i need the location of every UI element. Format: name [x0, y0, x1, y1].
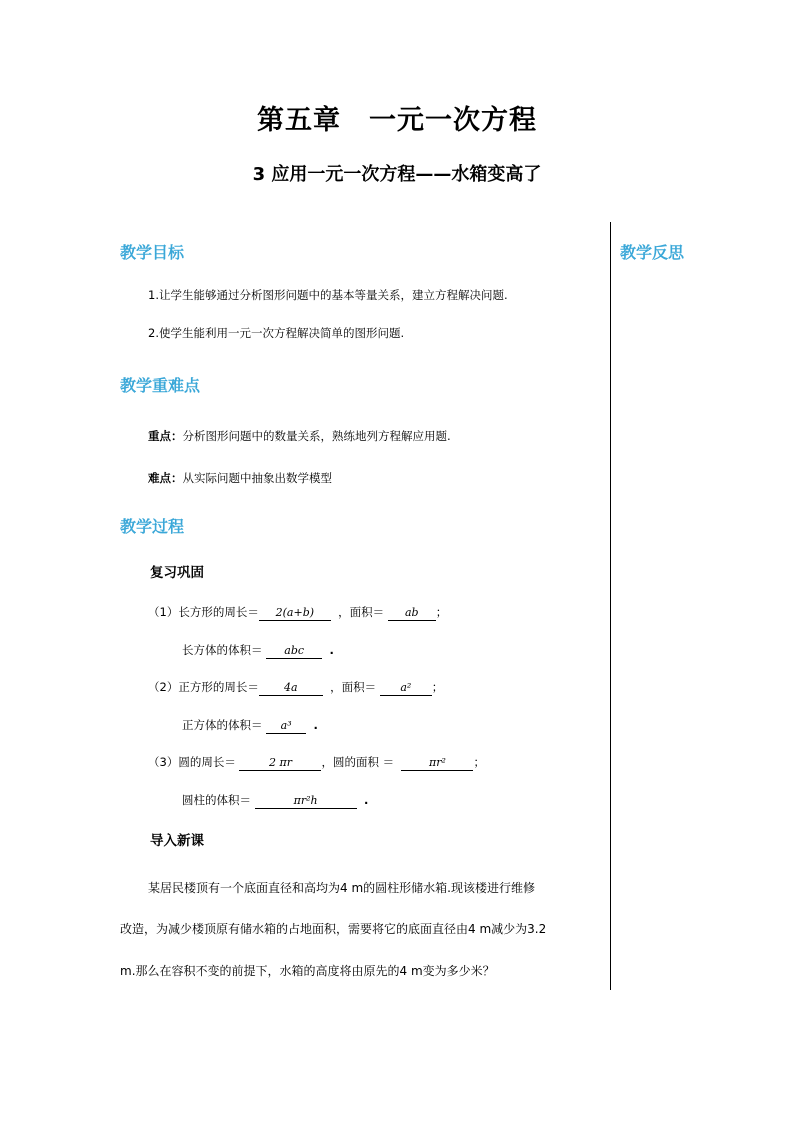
- intro-line-3: m.那么在容积不变的前提下，水箱的高度将由原先的4 m变为多少米？: [120, 964, 495, 978]
- intro-line-2: 改造，为减少楼顶原有储水箱的占地面积，需要将它的底面直径由4 m减少为3.2: [120, 922, 547, 936]
- difficult-point: [148, 470, 332, 486]
- objective-2: 2.使学生能利用一元一次方程解决简单的图形问题.: [148, 326, 405, 340]
- answer-blank: abc: [266, 644, 322, 659]
- objective-1: 1.让学生能够通过分析图形问题中的基本等量关系，建立方程解决问题.: [148, 288, 508, 302]
- review-q1a: （1）长方形的周长＝ 2(a+b) ，面积＝ ab ；: [148, 605, 448, 619]
- section-process: 教学过程: [120, 517, 185, 536]
- review-q2b: 正方体的体积＝ a³ .: [182, 718, 318, 732]
- answer-blank: πr²: [401, 756, 473, 771]
- section-key-points: 教学重难点: [120, 376, 201, 395]
- key-point: [148, 428, 451, 444]
- key-text: 分析图形问题中的数量关系，熟练地列方程解应用题.: [182, 429, 451, 443]
- difficult-text: 从实际问题中抽象出数学模型: [182, 471, 332, 485]
- answer-blank: a²: [380, 681, 432, 696]
- chapter-title: 第五章 一元一次方程: [257, 105, 537, 136]
- review-title: 复习巩固: [150, 565, 204, 581]
- intro-title: 导入新课: [150, 833, 204, 849]
- review-q1b: 长方体的体积＝ abc .: [182, 643, 334, 657]
- section-reflection: 教学反思: [620, 243, 685, 262]
- answer-blank: a³: [266, 719, 306, 734]
- lesson-title: 3 应用一元一次方程——水箱变高了: [252, 164, 542, 185]
- review-q3a: （3）圆的周长＝ 2 πr ，圆的面积 ＝ πr² ；: [148, 755, 485, 769]
- section-objectives: 教学目标: [120, 243, 185, 262]
- column-divider: [610, 222, 611, 990]
- answer-blank: πr²h: [255, 794, 357, 809]
- answer-blank: 2(a+b): [259, 606, 331, 621]
- review-q3b: 圆柱的体积＝ πr²h .: [182, 793, 369, 807]
- answer-blank: 2 πr: [239, 756, 321, 771]
- review-q2a: （2）正方形的周长＝ 4a ，面积＝ a² ；: [148, 680, 444, 694]
- difficult-label: 难点：: [148, 471, 183, 485]
- answer-blank: 4a: [259, 681, 323, 696]
- intro-line-1: 某居民楼顶有一个底面直径和高均为4 m的圆柱形储水箱.现该楼进行维修: [148, 881, 535, 895]
- answer-blank: ab: [388, 606, 436, 621]
- key-label: 重点：: [148, 429, 183, 443]
